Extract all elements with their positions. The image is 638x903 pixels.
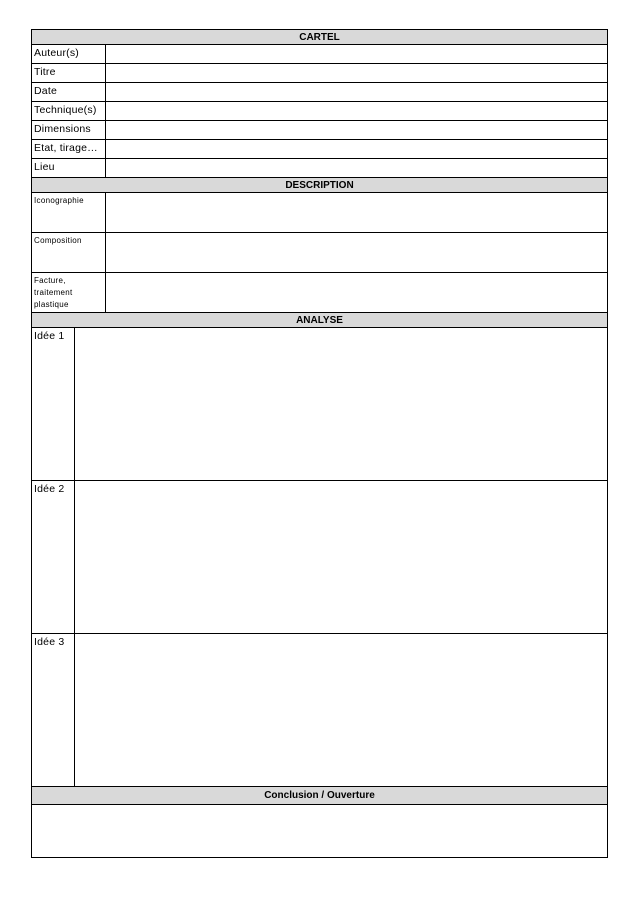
analyse-field-idee-3[interactable]: [75, 634, 608, 787]
cartel-label-auteurs: Auteur(s): [32, 45, 106, 64]
cartel-label-dimensions: Dimensions: [32, 121, 106, 140]
cartel-row-titre: [32, 64, 608, 83]
conclusion-header: Conclusion / Ouverture: [32, 787, 608, 805]
cartel-row-lieu: [32, 159, 608, 178]
conclusion-field[interactable]: [32, 805, 608, 858]
description-header: DESCRIPTION: [32, 178, 608, 193]
cartel-label-date: Date: [32, 83, 106, 102]
cartel-field-titre[interactable]: [106, 64, 608, 83]
cartel-header: CARTEL: [32, 30, 608, 45]
description-field-composition[interactable]: [106, 233, 608, 273]
description-row-facture: [32, 273, 608, 313]
analyse-label-idee-2: Idée 2: [32, 481, 75, 634]
cartel-field-techniques[interactable]: [106, 102, 608, 121]
cartel-label-lieu: Lieu: [32, 159, 106, 178]
analyse-label-idee-3: Idée 3: [32, 634, 75, 787]
description-row-iconographie: [32, 193, 608, 233]
cartel-field-lieu[interactable]: [106, 159, 608, 178]
analyse-row-idee-2: [32, 481, 608, 634]
analyse-header: ANALYSE: [32, 313, 608, 328]
cartel-field-etat[interactable]: [106, 140, 608, 159]
description-label-composition: Composition: [32, 233, 106, 273]
description-field-facture[interactable]: [106, 273, 608, 313]
description-label-iconographie: Iconographie: [32, 193, 106, 233]
cartel-row-auteurs: [32, 45, 608, 64]
cartel-row-techniques: [32, 102, 608, 121]
cartel-field-dimensions[interactable]: [106, 121, 608, 140]
analyse-table: [31, 312, 608, 787]
cartel-row-etat: [32, 140, 608, 159]
cartel-field-date[interactable]: [106, 83, 608, 102]
description-field-iconographie[interactable]: [106, 193, 608, 233]
analyse-row-idee-3: [32, 634, 608, 787]
cartel-table: [31, 29, 608, 313]
cartel-row-date: [32, 83, 608, 102]
analyse-row-idee-1: [32, 328, 608, 481]
analyse-field-idee-1[interactable]: [75, 328, 608, 481]
analyse-label-idee-1: Idée 1: [32, 328, 75, 481]
conclusion-row: [32, 805, 608, 858]
description-row-composition: [32, 233, 608, 273]
cartel-field-auteurs[interactable]: [106, 45, 608, 64]
cartel-label-etat: Etat, tirage…: [32, 140, 106, 159]
analysis-worksheet: [31, 29, 608, 858]
conclusion-table: [31, 786, 608, 858]
cartel-label-techniques: Technique(s): [32, 102, 106, 121]
cartel-row-dimensions: [32, 121, 608, 140]
analyse-field-idee-2[interactable]: [75, 481, 608, 634]
cartel-label-titre: Titre: [32, 64, 106, 83]
description-label-facture: Facture, traitement plastique: [32, 273, 106, 313]
